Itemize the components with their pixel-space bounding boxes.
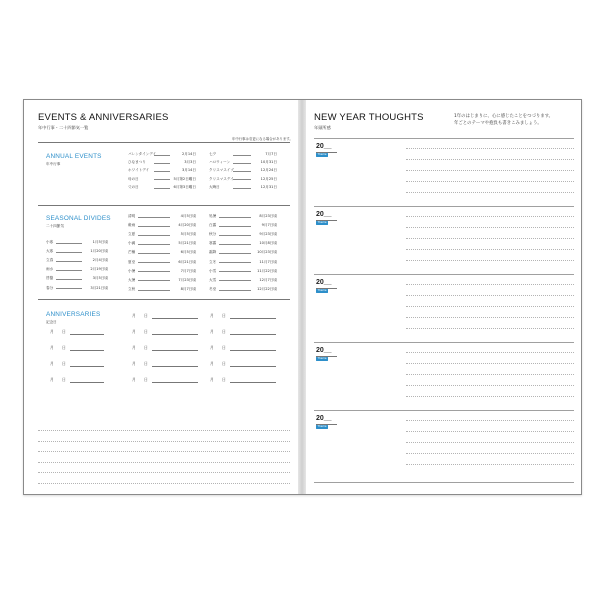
leader-line [138,226,170,227]
event-name: 大雪 [209,277,217,282]
leader-line [154,188,170,189]
dotted-line [406,216,574,217]
event-row [128,160,196,165]
dotted-line [38,483,290,484]
event-name: 冬至 [209,286,217,291]
month-label: 月 [132,361,136,366]
event-row [128,287,196,292]
leader-line [219,226,251,227]
event-name: 父の日 [128,184,139,189]
anniversary-field[interactable] [210,361,276,367]
section-divider [38,205,290,206]
event-date: 7月7日 [265,152,277,156]
leader-line [154,163,170,164]
day-label: 日 [144,329,148,334]
event-row [209,250,277,255]
dotted-line [38,462,290,463]
event-date: 11月22日頃 [257,268,277,273]
event-date: 12月25日 [260,176,277,181]
event-row [46,249,108,254]
event-name: 夏至 [128,259,136,264]
leader-line [138,217,170,218]
dotted-line [406,464,574,465]
leader-line [233,179,251,180]
year-divider [314,274,574,275]
year-text: 20__ [316,415,332,422]
write-line [152,366,198,367]
dotted-line [38,441,290,442]
leader-line [219,253,251,254]
event-row [209,269,277,274]
anniversary-field[interactable] [50,345,104,351]
month-label: 月 [210,345,214,350]
event-row [46,240,108,245]
leader-line [233,163,251,164]
leader-line [56,270,82,271]
leader-line [138,262,170,263]
event-date: 2月4日頃 [92,258,108,263]
leader-line [56,288,82,289]
leader-line [233,155,251,156]
theme-badge: Theme [317,289,327,292]
year-text: 20__ [316,347,332,354]
event-row [128,250,196,255]
new-year-thoughts-page [306,100,581,494]
event-date: 3月21日頃 [90,285,108,290]
month-label: 月 [50,377,54,382]
event-row [209,160,277,165]
leader-line [219,262,251,263]
write-line [70,366,104,367]
leader-line [138,271,170,272]
write-line [230,366,276,367]
event-date: 5月21日頃 [178,241,196,246]
event-date: 3月5日頃 [92,276,108,281]
event-date: 11月7日頃 [259,259,277,264]
leader-line [233,188,251,189]
event-date: 5月第2日曜日 [173,176,196,181]
event-name: 雨水 [46,267,54,272]
event-row [209,232,277,237]
event-name: 清明 [128,214,136,218]
leader-line [154,179,170,180]
write-line [230,318,276,319]
dotted-line [406,148,574,149]
dotted-line [406,306,574,307]
page-title: EVENTS & ANNIVERSARIES [38,112,169,123]
event-row [128,269,196,274]
year-text: 20__ [316,143,332,150]
write-line [70,334,104,335]
month-label: 月 [50,329,54,334]
event-name: 立冬 [209,259,217,264]
event-name: ひなまつり [128,160,146,165]
year-label [316,347,332,354]
event-name: 秋分 [209,232,217,237]
event-date: 9月23日頃 [259,232,277,237]
event-name: 大暑 [128,277,136,282]
event-name: 大寒 [46,249,54,254]
day-label: 日 [222,361,226,366]
month-label: 月 [132,329,136,334]
anniversary-field[interactable] [132,345,198,351]
event-name: 小暑 [128,268,136,273]
event-name: 霜降 [209,250,217,255]
event-row [46,258,108,263]
event-date: 6月21日頃 [178,259,196,264]
anniversary-field[interactable] [132,313,198,319]
event-name: 大晦日 [209,184,220,189]
event-name: 小寒 [46,240,54,244]
annual-events-title: ANNUAL EVENTS [46,153,102,160]
theme-badge: Theme [317,425,327,428]
page-subtitle: 年頭所感 [314,125,331,130]
write-line [152,382,198,383]
event-row [209,168,277,173]
anniversaries-title: ANNIVERSARIES [46,311,101,318]
month-label: 月 [132,313,136,318]
month-label: 月 [132,345,136,350]
year-label [316,143,332,150]
event-date: 12月22日頃 [257,286,277,291]
dotted-line [406,238,574,239]
event-row [128,152,196,157]
year-label [316,279,332,286]
day-label: 日 [222,313,226,318]
event-date: 3月3日 [184,160,196,165]
binding-gutter [298,100,306,494]
section-divider [38,142,290,143]
write-line [152,318,198,319]
event-date: 6月第3日曜日 [173,184,196,189]
event-name: 処暑 [209,214,217,218]
day-label: 日 [144,345,148,350]
leader-line [219,235,251,236]
day-label: 日 [144,313,148,318]
event-row [46,276,108,281]
dotted-line [406,385,574,386]
event-row [209,260,277,265]
write-line [230,382,276,383]
event-name: 立夏 [128,232,136,237]
event-row [209,241,277,246]
event-row [209,185,277,190]
theme-badge: Theme [317,357,327,360]
notebook-spread [23,99,582,495]
dotted-line [406,170,574,171]
event-date: 8月23日頃 [259,214,277,218]
day-label: 日 [222,345,226,350]
month-label: 月 [210,361,214,366]
event-name: バレンタインデイ [128,152,157,156]
month-label: 月 [210,329,214,334]
event-date: 12月24日 [260,168,277,173]
dotted-line [406,453,574,454]
event-row [128,223,196,228]
month-label: 月 [132,377,136,382]
event-name: 七夕 [209,152,217,156]
event-date: 1月5日頃 [92,240,108,244]
event-name: 小雪 [209,268,217,273]
event-name: 穀雨 [128,223,136,228]
dotted-line [406,260,574,261]
leader-line [56,279,82,280]
event-name: 小満 [128,241,136,246]
day-label: 日 [62,361,66,366]
event-name: 白露 [209,223,217,228]
day-label: 日 [222,329,226,334]
dotted-line [38,472,290,473]
event-row [46,286,108,291]
anniversary-field[interactable] [132,329,198,335]
leader-line [219,290,251,291]
event-name: 啓蟄 [46,276,54,281]
leader-line [219,244,251,245]
anniversary-field[interactable] [210,313,276,319]
event-date: 2月19日頃 [90,267,108,272]
dotted-line [406,249,574,250]
anniversaries-subtitle: 記念日 [46,320,57,324]
anniversary-field[interactable] [50,361,104,367]
year-divider [314,482,574,483]
intro-line-2: 年ごとのテーマや抱負も書きこみましょう。 [454,121,542,126]
year-divider [314,410,574,411]
event-name: 寒露 [209,241,217,246]
anniversary-field[interactable] [132,361,198,367]
dotted-line [406,363,574,364]
dotted-line [406,374,574,375]
seasonal-divides-title: SEASONAL DIVIDES [46,215,111,222]
write-line [230,334,276,335]
anniversary-field[interactable] [210,345,276,351]
day-label: 日 [144,377,148,382]
dotted-line [406,192,574,193]
event-date: 2月14日 [181,152,196,156]
theme-badge: Theme [317,221,327,224]
anniversary-field[interactable] [132,377,198,383]
event-date: 7月7日頃 [180,268,196,273]
event-date: 6月5日頃 [180,250,196,255]
leader-line [138,244,170,245]
year-divider [314,138,574,139]
annual-events-subtitle: 年中行事 [46,162,61,166]
event-date: 8月7日頃 [180,286,196,291]
dotted-line [38,430,290,431]
day-label: 日 [62,329,66,334]
event-row [209,223,277,228]
year-text: 20__ [316,279,332,286]
dotted-line [406,181,574,182]
dotted-line [406,227,574,228]
write-line [70,350,104,351]
event-date: 3月14日 [181,168,196,173]
event-date: 5月5日頃 [180,232,196,237]
leader-line [56,261,82,262]
day-label: 日 [62,377,66,382]
leader-line [56,243,82,244]
section-divider [38,299,290,300]
month-label: 月 [210,377,214,382]
dotted-line [406,431,574,432]
day-label: 日 [62,345,66,350]
event-date: 10月31日 [260,160,277,165]
write-line [152,350,198,351]
leader-line [219,271,251,272]
day-label: 日 [144,361,148,366]
event-date: 4月5日頃 [180,214,196,218]
event-date: 12月31日 [260,184,277,189]
leader-line [154,171,170,172]
event-row [209,287,277,292]
intro-text [454,113,553,127]
event-row [209,152,277,157]
anniversary-field[interactable] [50,377,104,383]
dotted-line [406,295,574,296]
event-name: ハロウィーン [209,160,231,165]
event-row [128,185,196,190]
event-row [209,278,277,283]
event-row [209,214,277,219]
event-row [209,177,277,182]
intro-line-1: 1年のはじまりに、心に感じたことをつづります。 [454,114,554,119]
event-date: 7月23日頃 [178,277,196,282]
anniversary-field[interactable] [210,329,276,335]
year-label [316,211,332,218]
dotted-line [406,284,574,285]
month-label: 月 [50,345,54,350]
event-date: 1月20日頃 [90,249,108,254]
write-line [70,382,104,383]
year-divider [314,342,574,343]
leader-line [138,235,170,236]
leader-line [138,253,170,254]
event-row [128,260,196,265]
write-line [230,350,276,351]
leader-line [56,252,82,253]
event-name: 芒種 [128,250,136,255]
dotted-line [406,328,574,329]
events-page [24,100,298,494]
theme-badge: Theme [317,153,327,156]
leader-line [154,155,170,156]
event-date: 10月23日頃 [257,250,277,255]
event-name: クリスマスイブ [209,168,234,173]
event-name: 春分 [46,285,54,290]
event-row [128,214,196,219]
month-label: 月 [210,313,214,318]
page-title: NEW YEAR THOUGHTS [314,112,424,123]
anniversary-field[interactable] [50,329,104,335]
dotted-line [406,442,574,443]
event-row [128,278,196,283]
dotted-line [406,317,574,318]
page-subtitle: 年中行事・二十四節気一覧 [38,125,89,130]
event-row [128,232,196,237]
page-note: 年中行事は変更になる場合があります。 [232,137,293,141]
event-name: クリスマスデイ [209,176,234,181]
month-label: 月 [50,361,54,366]
leader-line [219,217,251,218]
dotted-line [406,420,574,421]
event-name: 立春 [46,258,54,263]
event-date: 4月20日頃 [178,223,196,228]
dotted-line [406,396,574,397]
anniversary-field[interactable] [210,377,276,383]
year-label [316,415,332,422]
write-line [152,334,198,335]
leader-line [233,171,251,172]
event-row [46,267,108,272]
event-name: 母の日 [128,176,139,181]
event-name: ホワイトデイ [128,168,150,173]
year-divider [314,206,574,207]
event-date: 10月8日頃 [259,241,277,246]
leader-line [219,280,251,281]
day-label: 日 [222,377,226,382]
event-date: 12月7日頃 [259,277,277,282]
event-row [128,241,196,246]
event-row [128,177,196,182]
year-text: 20__ [316,211,332,218]
dotted-line [406,352,574,353]
event-row [128,168,196,173]
dotted-line [38,451,290,452]
leader-line [138,280,170,281]
event-name: 立秋 [128,286,136,291]
event-date: 9月7日頃 [261,223,277,228]
seasonal-divides-subtitle: 二十四節気 [46,224,64,228]
dotted-line [406,159,574,160]
leader-line [138,290,170,291]
